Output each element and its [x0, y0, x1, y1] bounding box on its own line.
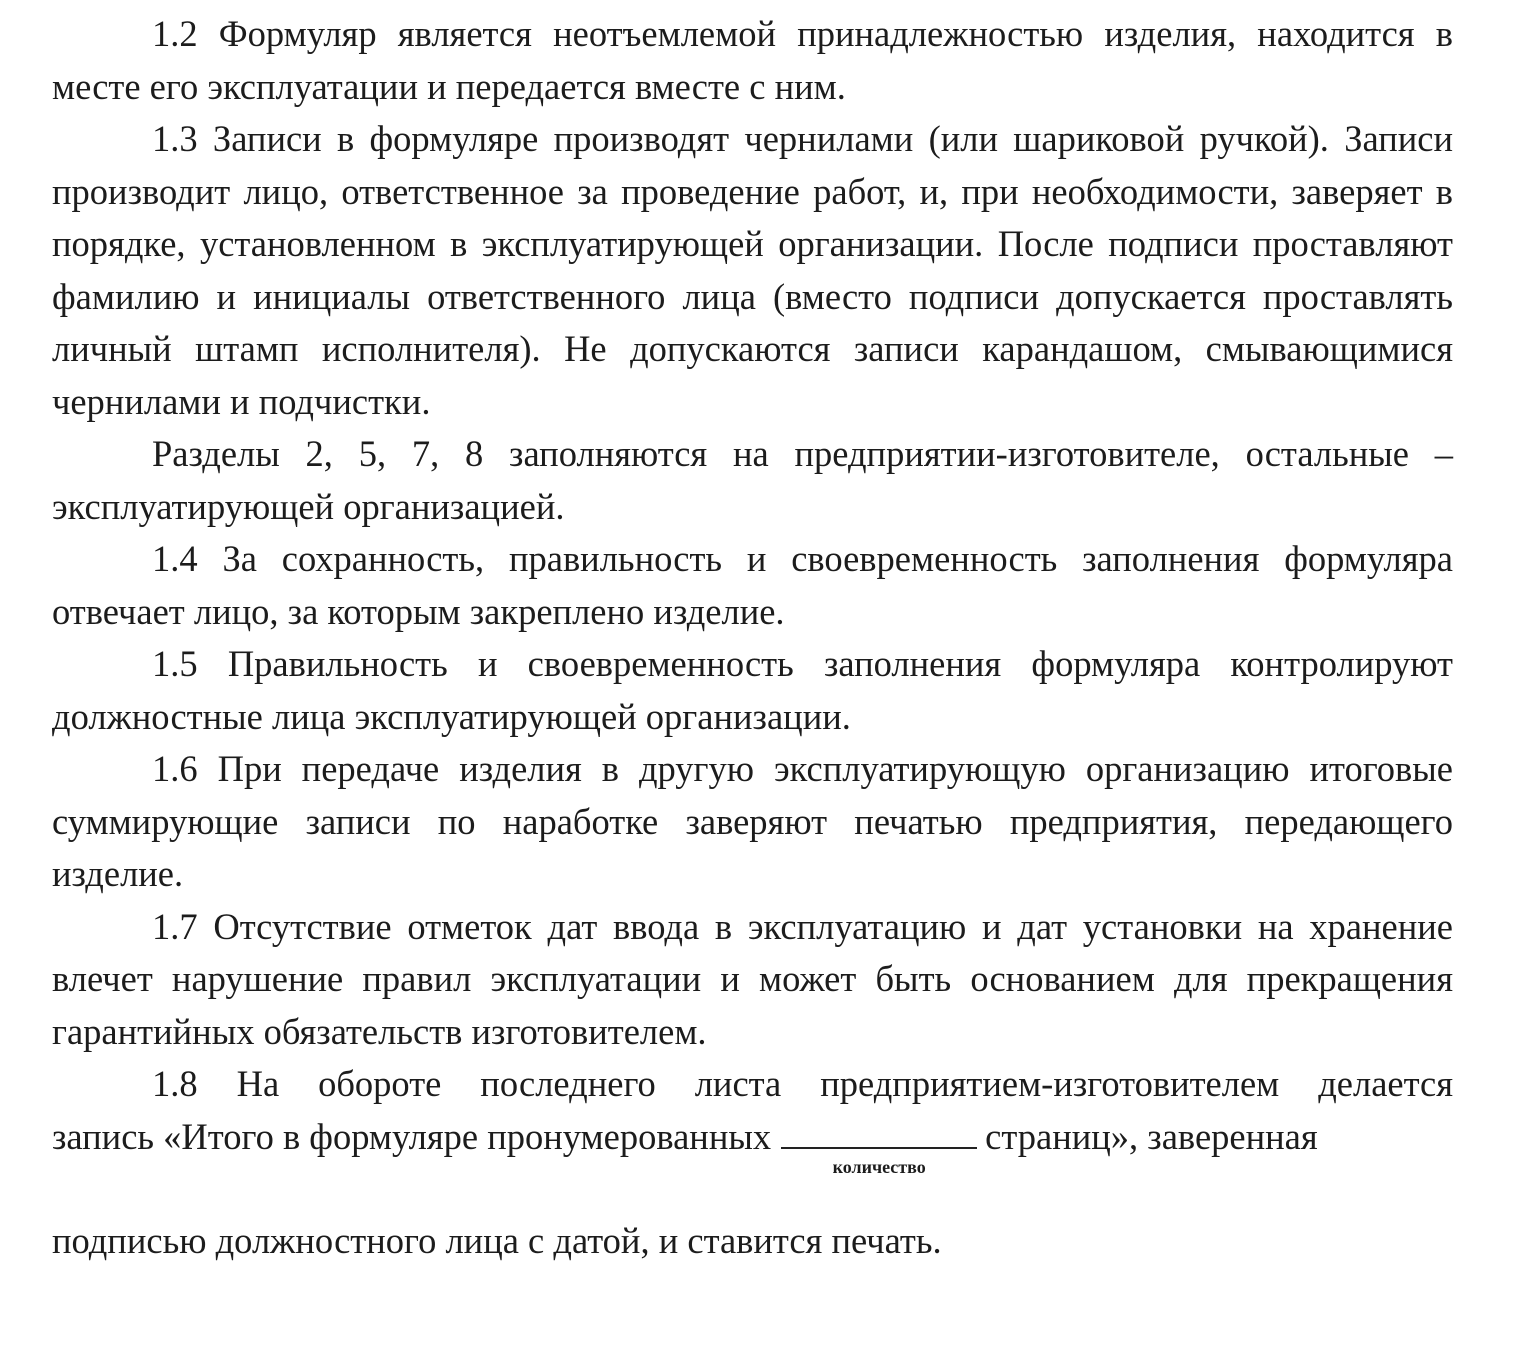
paragraph-1-6: 1.6 При передаче изделия в другую эксплуатирующую организацию итоговые суммирующие записи по наработке заверяют печатью предприятия, передающего изделие.: [52, 748, 1453, 894]
blank-caption: количество: [832, 1156, 926, 1177]
paragraph-1-7: 1.7 Отсутствие отметок дат ввода в эксплуатацию и дат установки на хранение влечет нарушение правил эксплуатации и может быть основанием для прекращения гарантийных обязательств изготовителем.: [52, 905, 1453, 1052]
paragraph-1-8-line-2: [52, 1111, 1453, 1177]
paragraph-1-8-line-2-end: страниц», заверенная: [985, 1115, 1318, 1157]
paragraph-1-2: 1.2 Формуляр является неотъемлемой принадлежностью изделия, находится в месте его эксплуатации и передается вместе с ним.: [52, 13, 1453, 107]
paragraph-sections: Разделы 2, 5, 7, 8 заполняются на предприятии-изготовителе, остальные – эксплуатирующей организацией.: [52, 433, 1453, 527]
document-page: [52, 8, 1453, 1268]
paragraph-1-5: 1.5 Правильность и своевременность заполнения формуляра контролируют должностные лица эксплуатирующей организации.: [52, 643, 1453, 737]
paragraph-1-4: 1.4 За сохранность, правильность и своевременность заполнения формуляра отвечает лицо, за которым закреплено изделие.: [52, 538, 1453, 632]
paragraph-1-8-line-1: 1.8 На обороте последнего листа предприятием-изготовителем делается: [152, 1063, 1453, 1104]
paragraph-1-3: 1.3 Записи в формуляре производят чернилами (или шариковой ручкой). Записи производит лицо, ответственное за проведение работ, и, при необходимости, заверяет в порядке, установленном в эксплуатирующей организации. После подписи проставляют фамилию и инициалы ответственного лица (вместо подписи допускается проставлять личный штамп исполнителя). Не допускаются записи карандашом, смывающимися чернилами и подчистки.: [52, 118, 1453, 422]
page-count-blank: [781, 1117, 977, 1177]
paragraph-1-8: [52, 1058, 1453, 1268]
paragraph-1-8-line-2-start: запись «Итого в формуляре пронумерованных: [52, 1115, 772, 1157]
paragraph-1-8-line-3: подписью должностного лица с датой, и ставится печать.: [52, 1220, 942, 1261]
